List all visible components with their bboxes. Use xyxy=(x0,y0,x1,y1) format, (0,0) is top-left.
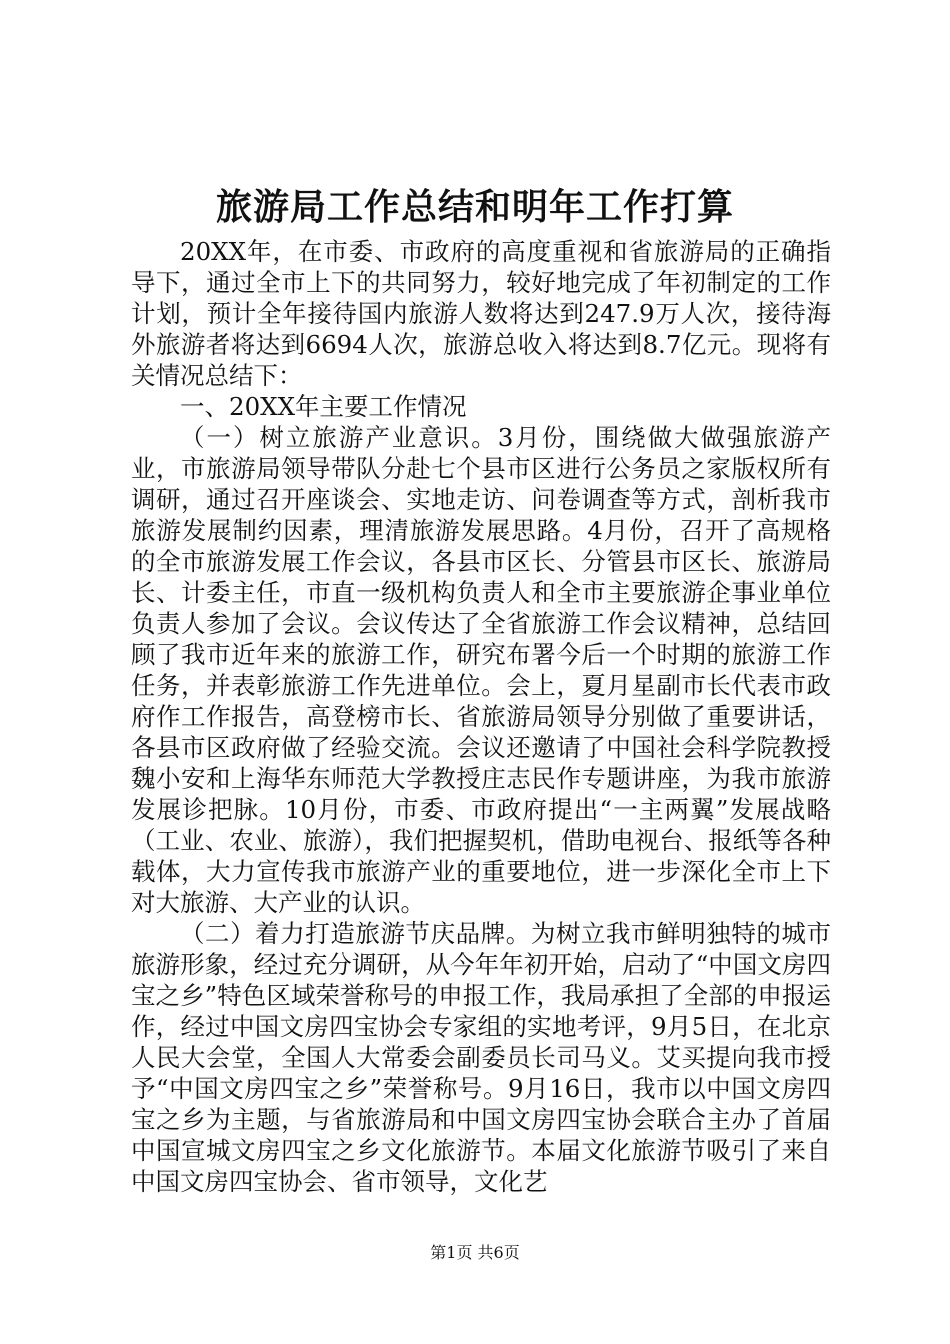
section-paragraph-1: （一）树立旅游产业意识。3月份，围绕做大做强旅游产业，市旅游局领导带队分赴七个县市区进行公务员之家版权所有调研，通过召开座谈会、实地走访、问卷调查等方式，剖析我市旅游发展制约因素，理清旅游发展思路。4月份，召开了高规格的全市旅游发展工作会议，各县市区长、分管县市区长、旅游局长、计委主任，市直一级机构负责人和全市主要旅游企事业单位负责人参加了会议。会议传达了全省旅游工作会议精神，总结回顾了我市近年来的旅游工作，研究布署今后一个时期的旅游工作任务，并表彰旅游工作先进单位。会上，夏月星副市长代表市政府作工作报告，高登榜市长、省旅游局领导分别做了重要讲话，各县市区政府做了经验交流。会议还邀请了中国社会科学院教授魏小安和上海华东师范大学教授庄志民作专题讲座，为我市旅游发展诊把脉。10月份，市委、市政府提出“一主两翼”发展战略（工业、农业、旅游），我们把握契机，借助电视台、报纸等各种载体，大力宣传我市旅游产业的重要地位，进一步深化全市上下对大旅游、大产业的认识。 xyxy=(131,423,831,917)
document-body xyxy=(131,236,831,1197)
section-paragraph-2: （二）着力打造旅游节庆品牌。为树立我市鲜明独特的城市旅游形象，经过充分调研，从今年年初开始，启动了“中国文房四宝之乡”特色区域荣誉称号的申报工作，我局承担了全部的申报运作，经过中国文房四宝协会专家组的实地考评，9月5日，在北京人民大会堂，全国人大常委会副委员长司马义。艾买提向我市授予“中国文房四宝之乡”荣誉称号。9月16日，我市以中国文房四宝之乡为主题，与省旅游局和中国文房四宝协会联合主办了首届中国宣城文房四宝之乡文化旅游节。本届文化旅游节吸引了来自中国文房四宝协会、省市领导，文化艺 xyxy=(131,919,831,1196)
intro-paragraph: 20XX年，在市委、市政府的高度重视和省旅游局的正确指导下，通过全市上下的共同努力，较好地完成了年初制定的工作计划，预计全年接待国内旅游人数将达到247.9万人次，接待海外旅游者将达到6694人次，旅游总收入将达到8.7亿元。现将有关情况总结下： xyxy=(131,237,831,390)
document-title: 旅游局工作总结和明年工作打算 xyxy=(215,186,734,228)
section-heading: 一、20XX年主要工作情况 xyxy=(180,392,467,421)
page-footer: 第1页 共6页 xyxy=(430,1243,520,1262)
